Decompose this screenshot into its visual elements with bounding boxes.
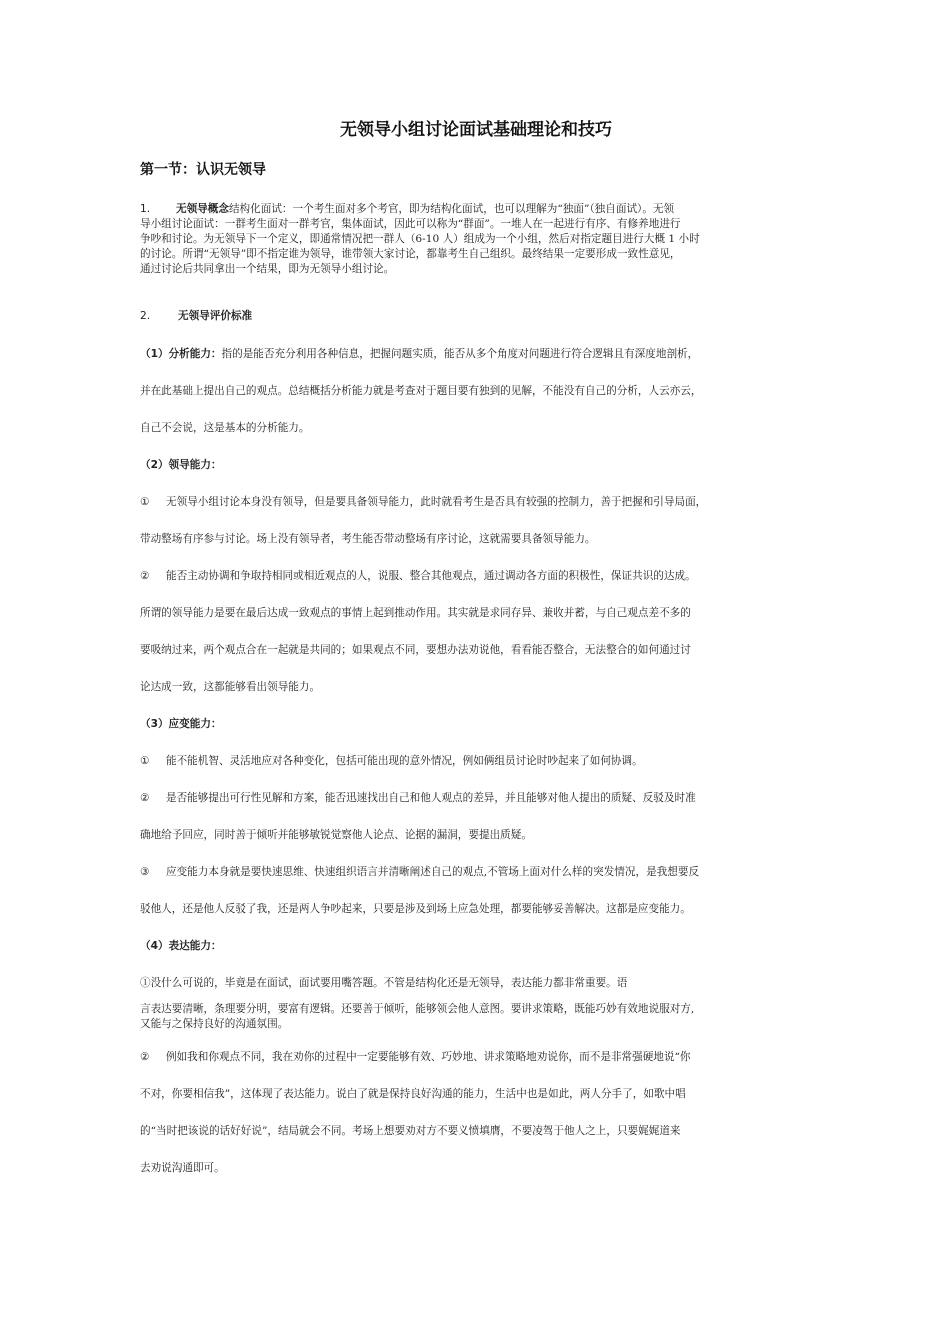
- leadership-line: 所谓的领导能力是要在最后达成一致观点的事情上起到推动作用。其实就是求同存异、兼收并蓄，与自己观点差不多的: [140, 607, 691, 619]
- analysis-label: （1）分析能力：: [140, 348, 222, 360]
- leadership-line: [140, 495, 812, 510]
- express-line: 的“当时把该说的话好好说”，结局就会不同。考场上想要劝对方不要义愤填膺，不要凌驾于他人之上，只要娓娓道来: [140, 1125, 681, 1137]
- item-number: 1.: [140, 203, 151, 215]
- analysis-line: [140, 347, 812, 362]
- adapt-text: 能不能机智、灵活地应对各种变化，包括可能出现的意外情况，例如俩组员讨论时吵起来了如何协调。: [166, 755, 643, 767]
- document-page: [140, 118, 812, 1176]
- leadership-label: （2）领导能力：: [140, 459, 222, 471]
- circle-number: ①: [140, 755, 150, 767]
- circle-number: ③: [140, 866, 150, 878]
- analysis-line: 并在此基础上提出自己的观点。总结概括分析能力就是考查对于题目要有独到的见解，不能没有自己的分析，人云亦云，: [140, 385, 702, 397]
- express-line: ①没什么可说的，毕竟是在面试，面试要用嘴答题。不管是结构化还是无领导，表达能力都非常重要。语: [140, 977, 628, 989]
- item-number: 2.: [140, 310, 151, 322]
- concept-line: 的讨论。所谓“无领导”即不指定谁为领导，谁带领大家讨论，都靠考生自己组织。最终结果一定要形成一致性意见，: [140, 248, 681, 260]
- leadership-line: 论达成一致，这都能够看出领导能力。: [140, 681, 321, 693]
- concept-paragraph: [140, 202, 812, 277]
- circle-number: ①: [140, 496, 150, 508]
- adapt-line: [140, 791, 812, 806]
- circle-number: ②: [140, 570, 150, 582]
- document-title: 无领导小组讨论面试基础理论和技巧: [340, 120, 612, 140]
- express-line: 又能与之保持良好的沟通氛围。: [140, 1018, 289, 1030]
- adapt-line: [140, 754, 812, 769]
- adapt-text: 是否能够提出可行性见解和方案，能否迅速找出自己和他人观点的差异，并且能够对他人提出的质疑、反驳及时准: [166, 792, 696, 804]
- adapt-line: 驳他人，还是他人反驳了我，还是两人争吵起来，只要是涉及到场上应急处理，都要能够妥善解决。这都是应变能力。: [140, 903, 691, 915]
- concept-term: 无领导概念: [176, 203, 229, 215]
- adapt-line: [140, 865, 812, 880]
- analysis-text: 指的是能否充分利用各种信息，把握问题实质，能否从多个角度对问题进行符合逻辑且有深度地剖析，: [221, 348, 699, 360]
- criteria-heading-text: 无领导评价标准: [178, 310, 253, 322]
- adapt-line: 确地给予回应，同时善于倾听并能够敏锐觉察他人论点、论据的漏洞，要提出质疑。: [140, 829, 532, 841]
- adapt-label: （3）应变能力：: [140, 718, 222, 730]
- concept-line: [140, 202, 812, 217]
- leadership-line: [140, 569, 812, 584]
- concept-text: 结构化面试：一个考生面对多个考官，即为结构化面试，也可以理解为“独面”（独自面试）。无领: [228, 203, 675, 215]
- express-text: 例如我和你观点不同，我在劝你的过程中一定要能够有效、巧妙地、讲求策略地劝说你，而不是非常强硬地说“你: [166, 1051, 691, 1063]
- express-label: （4）表达能力：: [140, 940, 222, 952]
- leadership-line: 要吸纳过来，两个观点合在一起就是共同的；如果观点不同，要想办法劝说他，看看能否整合，无法整合的如何通过讨: [140, 644, 691, 656]
- leadership-text: 能否主动协调和争取持相同或相近观点的人，说服、整合其他观点，通过调动各方面的积极性，保证共识的达成。: [166, 570, 696, 582]
- leadership-line: 带动整场有序参与讨论。场上没有领导者，考生能否带动整场有序讨论，这就需要具备领导能力。: [140, 533, 596, 545]
- circle-number: ②: [140, 792, 150, 804]
- concept-line: 争吵和讨论。为无领导下一个定义，即通常情况把一群人（6-10 人）组成为一个小组，然后对指定题目进行大概 1 小时: [140, 233, 700, 245]
- adapt-text: 应变能力本身就是要快速思维、快速组织语言并清晰阐述自己的观点,不管场上面对什么样的突发情况，是我想要反: [166, 866, 700, 878]
- express-line: [140, 1050, 812, 1065]
- analysis-line: 自己不会说，这是基本的分析能力。: [140, 422, 310, 434]
- express-line: 去劝说沟通即可。: [140, 1162, 225, 1174]
- section-heading: 第一节：认识无领导: [140, 162, 266, 178]
- concept-line: 导小组讨论面试：一群考生面对一群考官，集体面试，因此可以称为“群面”。一堆人在一起进行有序、有修养地进行: [140, 218, 681, 230]
- concept-line: 通过讨论后共同拿出一个结果，即为无领导小组讨论。: [140, 263, 395, 275]
- express-line: 言表达要清晰，条理要分明，要富有逻辑。还要善于倾听，能够领会他人意图。要讲求策略，既能巧妙有效地说服对方,: [140, 1003, 695, 1015]
- circle-number: ②: [140, 1051, 150, 1063]
- leadership-text: 无领导小组讨论本身没有领导，但是要具备领导能力，此时就看考生是否具有较强的控制力，善于把握和引导局面，: [166, 496, 707, 508]
- express-dense: [140, 1002, 812, 1032]
- criteria-heading: [140, 309, 812, 324]
- express-line: 不对，你要相信我”，这体现了表达能力。说白了就是保持良好沟通的能力，生活中也是如此，两人分手了，如歌中唱: [140, 1088, 686, 1100]
